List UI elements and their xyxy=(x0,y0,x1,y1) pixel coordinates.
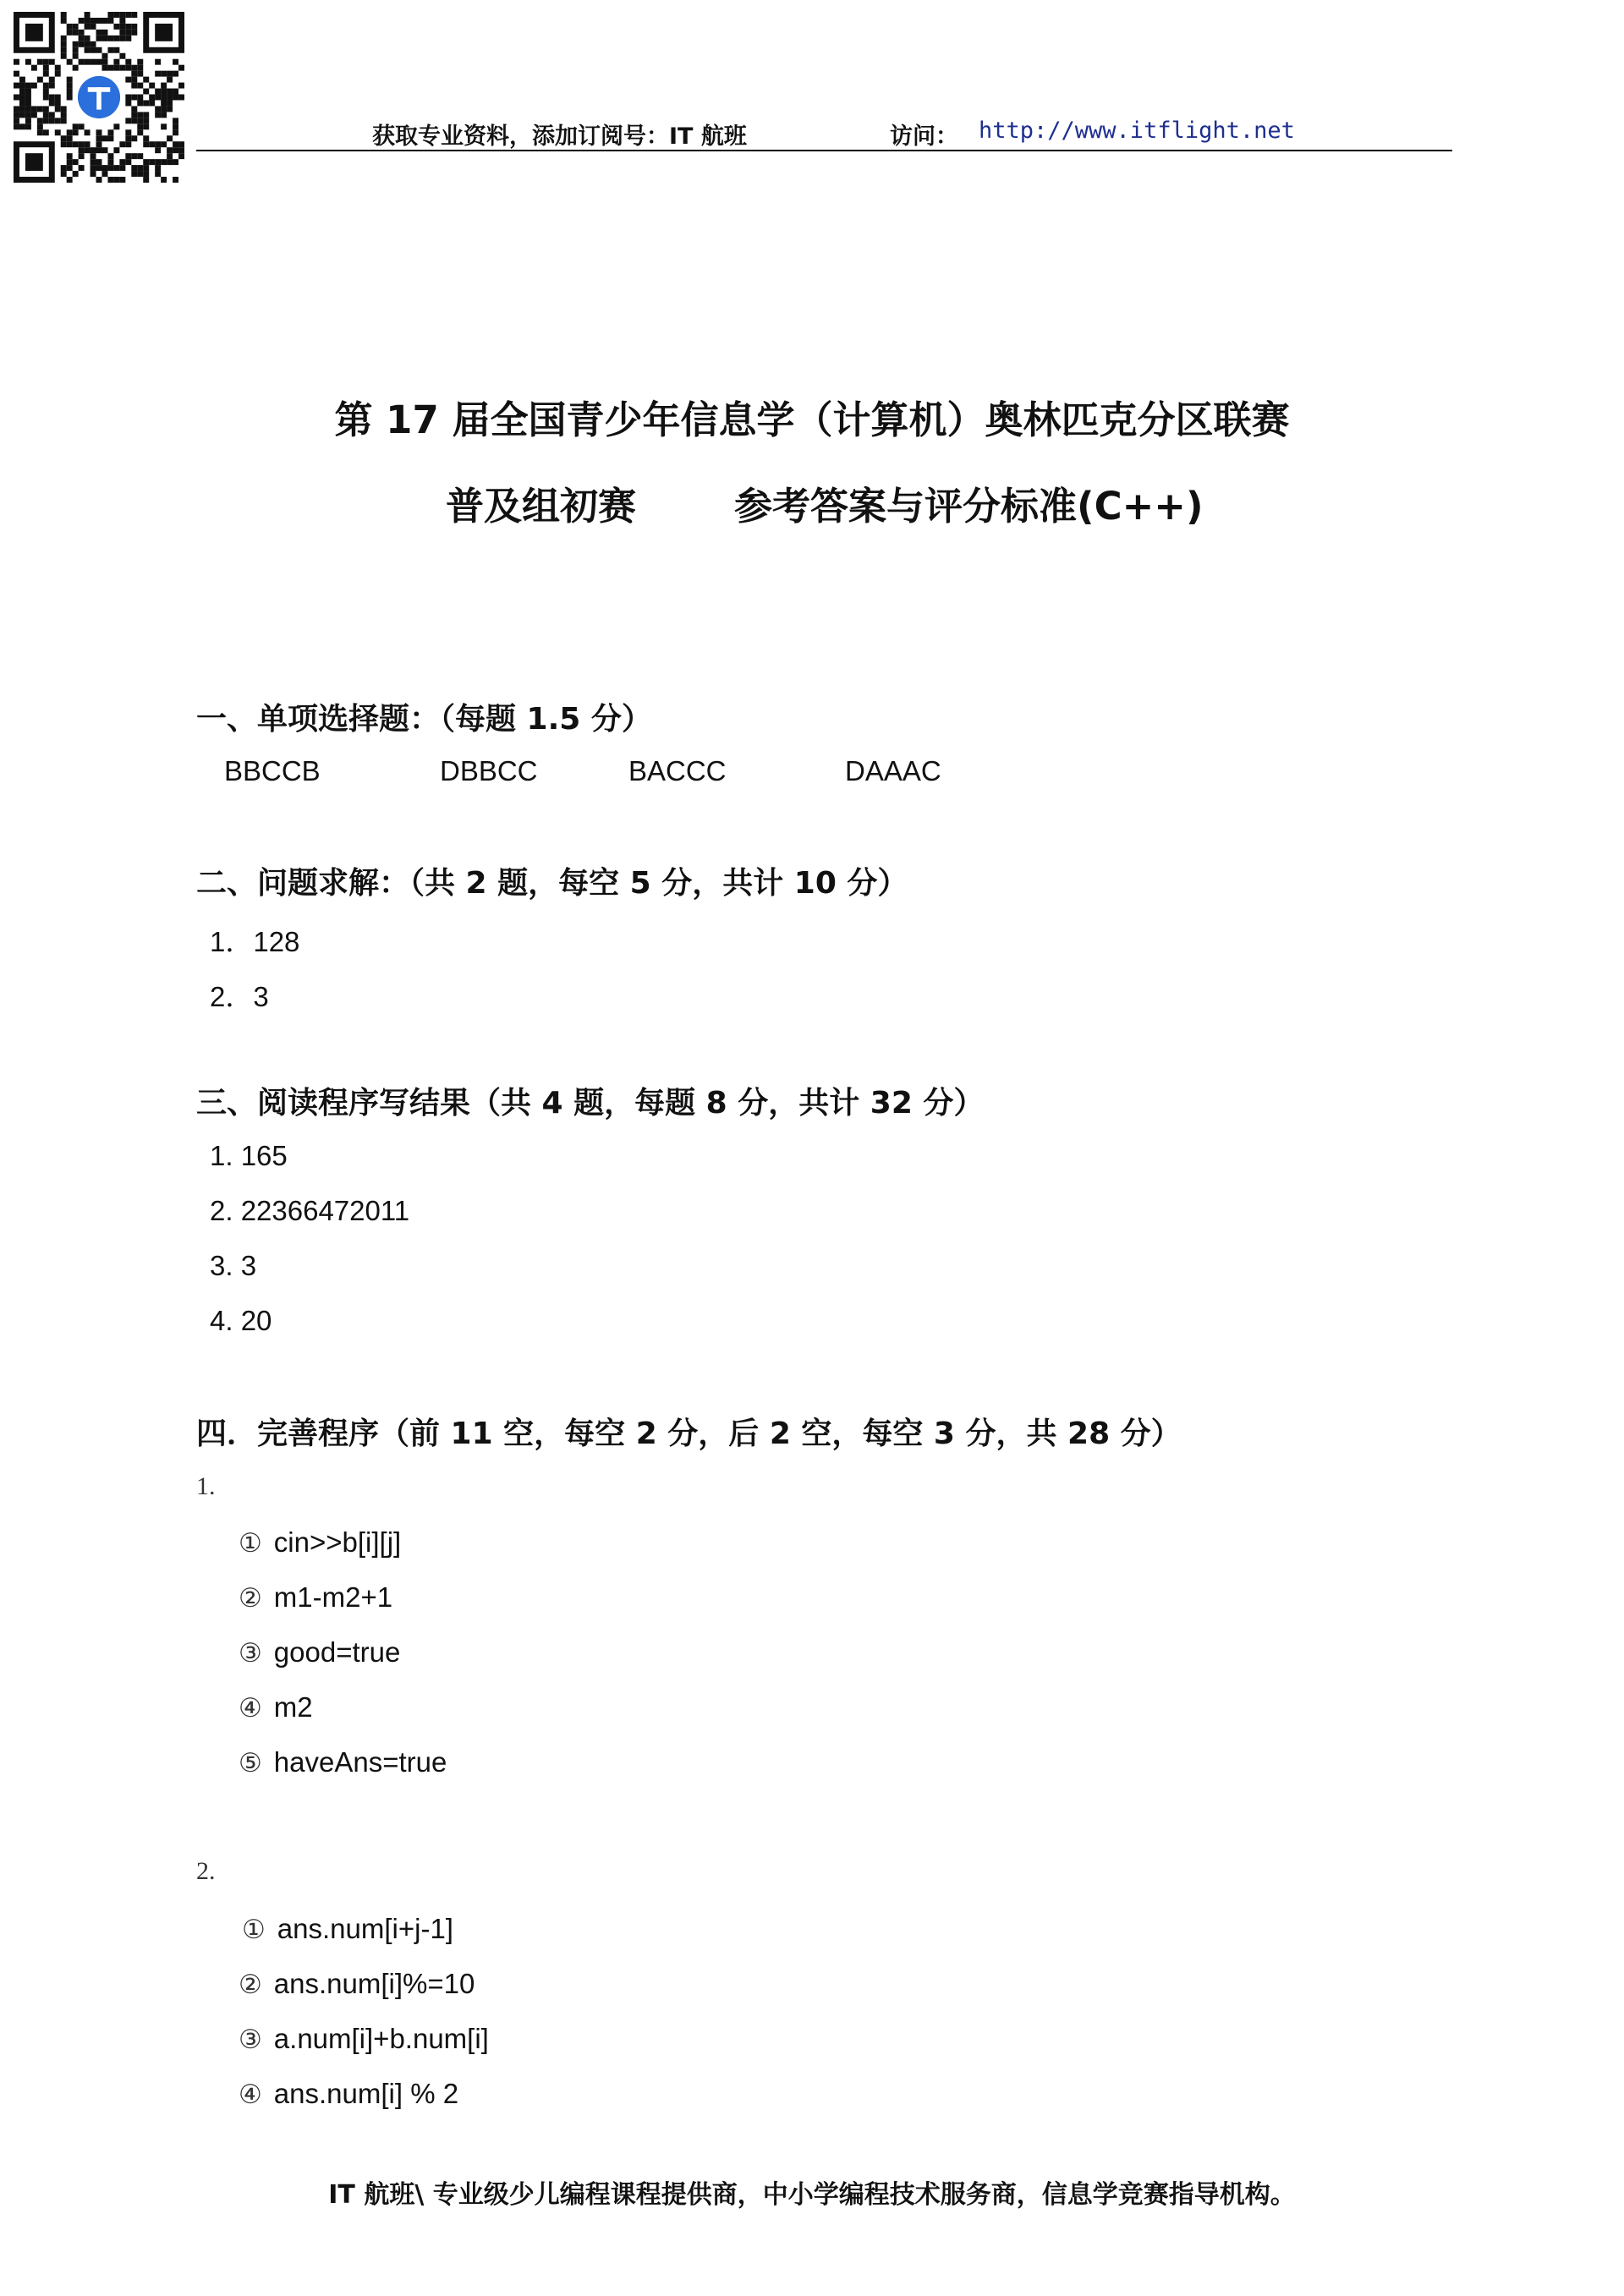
blank-answer xyxy=(239,1691,313,1723)
section-2-heading: 二、问题求解：（共 2 题，每空 5 分，共计 10 分） xyxy=(196,866,908,901)
blank-answer xyxy=(239,1636,400,1669)
program-2-label: 2. xyxy=(196,1857,216,1885)
program-output-answer: 2. 22366472011 xyxy=(210,1195,410,1226)
blank-answer-text: ans.num[i]%=10 xyxy=(273,1968,475,1999)
blank-answer-text: good=true xyxy=(273,1636,401,1668)
blank-answer xyxy=(239,2078,458,2110)
blank-answer-text: ans.num[i] % 2 xyxy=(273,2078,459,2109)
blank-answer-text: a.num[i]+b.num[i] xyxy=(273,2023,489,2054)
header-url-link[interactable]: http://www.itflight.net xyxy=(979,118,1295,144)
blank-answer xyxy=(239,2023,489,2055)
section-4-heading: 四．完善程序（前 11 空，每空 2 分，后 2 空，每空 3 分，共 28 分） xyxy=(196,1417,1182,1451)
blank-answer xyxy=(239,1581,392,1614)
choice-answer-group: DAAAC xyxy=(845,755,941,786)
program-output-answer: 3. 3 xyxy=(210,1250,257,1281)
qr-code xyxy=(14,12,184,183)
program-1-label: 1. xyxy=(196,1472,216,1500)
circled-number-4: ④ xyxy=(239,1693,262,1723)
blank-answer-text: m2 xyxy=(273,1691,313,1723)
section-3-heading: 三、阅读程序写结果（共 4 题，每题 8 分，共计 32 分） xyxy=(196,1086,985,1121)
section-1-heading: 一、单项选择题：（每题 1.5 分） xyxy=(196,702,652,737)
circled-number-1: ① xyxy=(242,1915,266,1945)
header-subscribe-text: 获取专业资料，添加订阅号：IT 航班 xyxy=(372,123,747,150)
blank-answer-text: m1-m2+1 xyxy=(273,1581,393,1613)
choice-answer-group: DBBCC xyxy=(440,755,538,786)
problem-answer: 1．128 xyxy=(210,926,300,957)
header-visit-label: 访问： xyxy=(890,123,958,150)
circled-number-1: ① xyxy=(239,1528,262,1559)
blank-answer xyxy=(239,1746,447,1778)
blank-answer-text: cin>>b[i][j] xyxy=(273,1526,402,1558)
program-output-answer: 1. 165 xyxy=(210,1140,288,1171)
title-line-1: 第 17 届全国青少年信息学（计算机）奥林匹克分区联赛 xyxy=(334,397,1290,442)
header-divider xyxy=(196,150,1452,151)
blank-answer-text: haveAns=true xyxy=(273,1746,447,1778)
choice-answer-group: BBCCB xyxy=(224,755,321,786)
footer-text: IT 航班\ 专业级少儿编程课程提供商，中小学编程技术服务商，信息学竞赛指导机构。 xyxy=(328,2180,1296,2210)
blank-answer-text: ans.num[i+j-1] xyxy=(277,1913,453,1944)
choice-answer-group: BACCC xyxy=(628,755,727,786)
circled-number-5: ⑤ xyxy=(239,1748,262,1778)
circled-number-3: ③ xyxy=(239,1638,262,1669)
blank-answer xyxy=(239,1968,475,2000)
title-line-2-left: 普及组初赛 xyxy=(446,484,637,529)
title-line-2-right: 参考答案与评分标准(C++) xyxy=(734,484,1204,529)
circled-number-2: ② xyxy=(239,1970,262,2000)
circled-number-3: ③ xyxy=(239,2025,262,2055)
blank-answer xyxy=(239,1526,401,1559)
problem-answer: 2．3 xyxy=(210,981,269,1012)
blank-answer xyxy=(242,1913,453,1945)
circled-number-4: ④ xyxy=(239,2080,262,2110)
program-output-answer: 4. 20 xyxy=(210,1305,272,1336)
circled-number-2: ② xyxy=(239,1583,262,1614)
